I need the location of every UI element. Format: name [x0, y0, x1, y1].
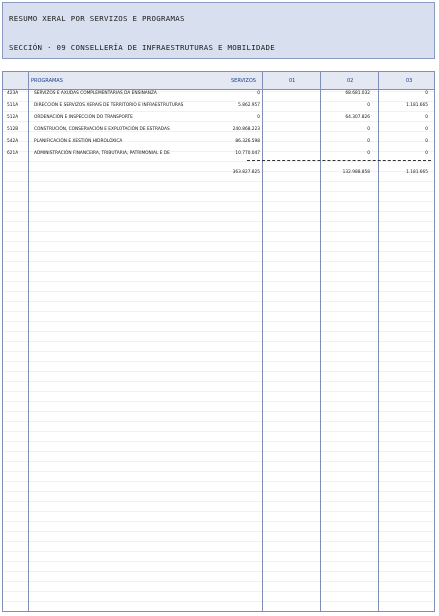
col-02: 02: [347, 78, 354, 84]
program-code: 511A: [7, 103, 19, 108]
value-02: 64.307.826: [345, 115, 370, 120]
value-03: 0: [425, 139, 428, 144]
program-description: PLANIFICACIÓN E XESTIÓN HIDROLÓXICA: [34, 139, 123, 144]
table-row: [3, 125, 434, 134]
program-description: ADMINISTRACIÓN FINANCEIRA, TRIBUTARIA, PATRIMONIAL E DE: [34, 151, 170, 156]
value-03: 0: [425, 91, 428, 96]
total-separator: [247, 160, 431, 161]
section-title: SECCIÓN · 09 CONSELLERÍA DE INFRAESTRUTURAS E MOBILIDADE: [9, 43, 275, 52]
value-03: 0: [425, 151, 428, 156]
value-02: 0: [367, 151, 370, 156]
value-02: 0: [367, 103, 370, 108]
value-01: 5.862.957: [238, 103, 260, 108]
value-02: 0: [367, 139, 370, 144]
table-row: [3, 149, 434, 158]
value-01: 0: [257, 91, 260, 96]
value-03: 0: [425, 127, 428, 132]
total-02: 132.988.858: [342, 170, 370, 175]
value-01: 0: [257, 115, 260, 120]
program-description: CONSTRUCIÓN, CONSERVACIÓN E EXPLOTACIÓN DE ESTRADAS: [34, 127, 170, 132]
value-02: 68.681.032: [345, 91, 370, 96]
col-programas: PROGRAMAS: [31, 78, 63, 84]
total-01: 363.827.825: [232, 170, 260, 175]
report-header: [2, 2, 435, 59]
value-01: 240.868.223: [232, 127, 260, 132]
program-code: 542A: [7, 139, 19, 144]
program-description: SERVIZOS E AXUDAS COMPLEMENTARIAS DA ENSINANZA: [34, 91, 157, 96]
table-row: [3, 101, 434, 110]
report-title: RESUMO XERAL POR SERVIZOS E PROGRAMAS: [9, 14, 185, 23]
table-row: [3, 89, 434, 98]
program-code: 423A: [7, 91, 19, 96]
totals-row: [3, 168, 434, 177]
table-row: [3, 137, 434, 146]
value-03: 0: [425, 115, 428, 120]
table-row: [3, 113, 434, 122]
program-code: 512A: [7, 115, 19, 120]
program-code: 512B: [7, 127, 19, 132]
table-header: [3, 72, 434, 90]
summary-table: [2, 71, 435, 612]
total-03: 1.181.665: [406, 170, 428, 175]
value-01: 10.770.047: [235, 151, 260, 156]
col-servizos: SERVIZOS: [231, 78, 256, 84]
program-code: 621A: [7, 151, 19, 156]
col-03: 03: [406, 78, 413, 84]
program-description: DIRECCIÓN E SERVIZOS XERAIS DE TERRITORIO E INFRAESTRUTURAS: [34, 103, 184, 108]
program-description: ORDENACIÓN E INSPECCIÓN DO TRANSPORTE: [34, 115, 133, 120]
value-01: 86.326.598: [235, 139, 260, 144]
col-01: 01: [289, 78, 296, 84]
value-02: 0: [367, 127, 370, 132]
value-03: 1.181.665: [406, 103, 428, 108]
